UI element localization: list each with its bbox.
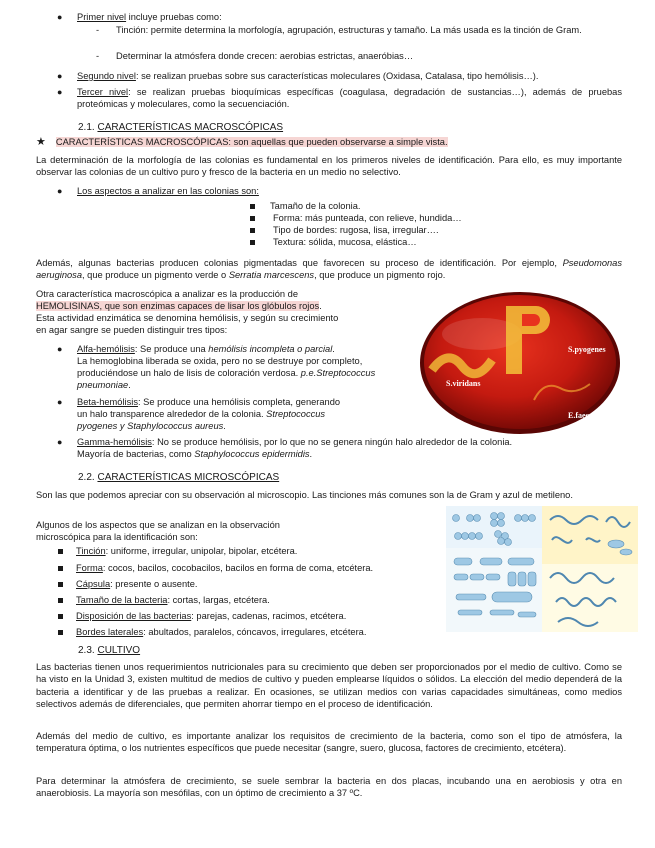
micro-intro: Son las que podemos apreciar con su observación al microscopio. Las tinciones más comunes son la de Gram y azul de metileno. bbox=[36, 490, 573, 500]
alpha-line-3: produciéndose un halo de lisis de coloración verdosa. p.e.Streptococcus bbox=[77, 368, 376, 378]
bullet-dot: ● bbox=[57, 186, 63, 196]
section-2-2-heading: 2.2. CARACTERÍSTICAS MICROSCÓPICAS bbox=[78, 472, 280, 483]
micro-item: Tamaño de la bacteria: cortas, largas, etcétera. bbox=[76, 595, 270, 605]
aspect-item: Textura: sólida, mucosa, elástica… bbox=[273, 237, 417, 247]
level-1: Primer nivel incluye pruebas como: bbox=[77, 12, 222, 22]
bullet-dot: ● bbox=[57, 12, 63, 22]
square-bullet bbox=[58, 598, 63, 603]
star-note: ★ CARACTERÍSTICAS MACROSCÓPICAS: son aquellas que pueden observarse a simple vista. bbox=[36, 136, 448, 148]
bullet-dot: ● bbox=[57, 437, 63, 447]
bullet-dot: ● bbox=[57, 87, 63, 97]
section-2-3-heading: 2.3. CULTIVO bbox=[78, 645, 141, 656]
culture-paragraph-3: Para determinar la atmósfera de crecimiento, se suele sembrar la bacteria en dos placas, incubando una en aerobiosis y otra en anaerobiosis. La mayoría son mesófilas, con un óptimo de crecimiento a 37 ºC. bbox=[36, 776, 622, 799]
blood-agar-plate-image bbox=[418, 290, 626, 436]
aspect-item: Tamaño de la colonia. bbox=[270, 201, 361, 211]
hemo-line-4: en agar sangre se pueden distinguir tres tipos: bbox=[36, 325, 228, 335]
beta-line-2: un halo transparence alrededor de la colonia. Streptococcus bbox=[77, 409, 326, 419]
square-bullet bbox=[58, 614, 63, 619]
plate-label: S.viridans bbox=[446, 379, 481, 388]
bullet-dot: ● bbox=[57, 344, 63, 354]
square-bullet bbox=[58, 566, 63, 571]
bullet-dot: ● bbox=[57, 397, 63, 407]
alpha-line-1: Alfa-hemólisis: Se produce una hemólisis incompleta o parcial. bbox=[77, 344, 335, 354]
micro-item: Tinción: uniforme, irregular, unipolar, bipolar, etcétera. bbox=[76, 546, 298, 556]
pigment-paragraph: Además, algunas bacterias producen colonias pigmentadas que favorecen su proceso de identificación. Por ejemplo, Pseudomonas aeruginosa, que produce un pigmento verde o Serratia marcescens, que produce un pigmento rojo. bbox=[36, 258, 622, 281]
square-bullet bbox=[250, 240, 255, 245]
section-2-1-heading: 2.1. CARACTERÍSTICAS MACROSCÓPICAS bbox=[78, 122, 284, 133]
square-bullet bbox=[250, 204, 255, 209]
bullet-dot: ● bbox=[57, 71, 63, 81]
alpha-line-4: pneumoniae. bbox=[77, 380, 131, 390]
hemo-line-2: HEMOLISINAS, que son enzimas capaces de lisar los glóbulos rojos. bbox=[36, 301, 322, 311]
beta-line-1: Beta-hemólisis: Se produce una hemólisis completa, generando bbox=[77, 397, 341, 407]
level-2: Segundo nivel: se realizan pruebas sobre sus características moleculares (Oxidasa, Catalasa, tipo hemólisis…). bbox=[77, 71, 539, 81]
plate-label: S.pyogenes bbox=[568, 345, 606, 354]
hemo-line-3: Esta actividad enzimática se denomina hemólisis, y según su crecimiento bbox=[36, 313, 339, 323]
bacteria-morphology-figure bbox=[446, 506, 638, 632]
gamma-line-1: Gamma-hemólisis: No se produce hemólisis, por lo que no se genera ningún halo alrededor de la colonia. bbox=[77, 437, 513, 447]
square-bullet bbox=[250, 216, 255, 221]
alpha-line-2: La hemoglobina liberada se oxida, pero no se destruye por completo, bbox=[77, 356, 363, 366]
square-bullet bbox=[58, 549, 63, 554]
square-bullet bbox=[58, 582, 63, 587]
aspects-title: Los aspectos a analizar en las colonias son: bbox=[77, 186, 259, 196]
plate-label: E.faecalis bbox=[568, 411, 601, 420]
micro-item: Disposición de las bacterias: parejas, cadenas, racimos, etcétera. bbox=[76, 611, 347, 621]
micro-item: Cápsula: presente o ausente. bbox=[76, 579, 198, 589]
culture-paragraph-2: Además del medio de cultivo, es importante analizar los requisitos de crecimiento de la bacteria, como son el tipo de atmósfera, la temperatura óptima, o los nutrientes específicos que puede necesitar (sangre, suero, glucosa, factores de crecimiento, etcétera). bbox=[36, 731, 622, 754]
micro-item: Bordes laterales: abultados, paralelos, cóncavos, irregulares, etcétera. bbox=[76, 627, 367, 637]
micro-aspects-intro: microscópica para la identificación son: bbox=[36, 532, 198, 542]
beta-line-3: pyogenes y Staphylococcus aureus. bbox=[77, 421, 226, 431]
macro-intro: La determinación de la morfología de las colonias es fundamental en los primeros niveles de identificación. Para ello, es muy importante observar las colonias de un cultivo puro y fresco de la bacteria en un medio no selectivo. bbox=[36, 155, 622, 178]
level-3: Tercer nivel: se realizan pruebas bioquímicas específicas (coagulasa, degradación de sustancias…), además de pruebas proteómicas y moleculares, como la secuenciación. bbox=[77, 87, 622, 110]
dash: - bbox=[96, 51, 100, 61]
square-bullet bbox=[250, 228, 255, 233]
aspect-item: Forma: más punteada, con relieve, hundida… bbox=[273, 213, 462, 223]
aspect-item: Tipo de bordes: rugosa, lisa, irregular…. bbox=[273, 225, 439, 235]
gamma-line-2: Mayoría de bacterias, como Staphylococcus epidermidis. bbox=[77, 449, 313, 459]
culture-paragraph-1: Las bacterias tienen unos requerimientos nutricionales para su crecimiento que deben ser proporcionados por el medio de cultivo. Como se ha visto en la Unidad 3, existen multitud de medios de cultivo y pueden emplearse líquidos o sólidos. La elección del medio dependerá de la bacteria a identificar y de las pruebas a realizar. En ocasiones, se utilizan medios con varias capacidades simultáneas, como medios selectivos además de diferenciales, que permiten ahorrar tiempo en el proceso de identificación. bbox=[36, 662, 622, 709]
square-bullet bbox=[58, 630, 63, 635]
star-icon: ★ bbox=[36, 136, 46, 148]
hemo-line-1: Otra característica macroscópica a analizar es la producción de bbox=[36, 289, 298, 299]
sublevel-2: Determinar la atmósfera donde crecen: aerobias estrictas, anaeróbias… bbox=[116, 51, 414, 61]
micro-item: Forma: cocos, bacilos, cocobacilos, bacilos en forma de coma, etcétera. bbox=[76, 563, 374, 573]
micro-aspects-intro: Algunos de los aspectos que se analizan en la observación bbox=[36, 520, 280, 530]
sublevel-1: Tinción: permite determina la morfología, agrupación, estructuras y tamaño. La más usada es la tinción de Gram. bbox=[116, 25, 582, 35]
dash: - bbox=[96, 25, 100, 35]
